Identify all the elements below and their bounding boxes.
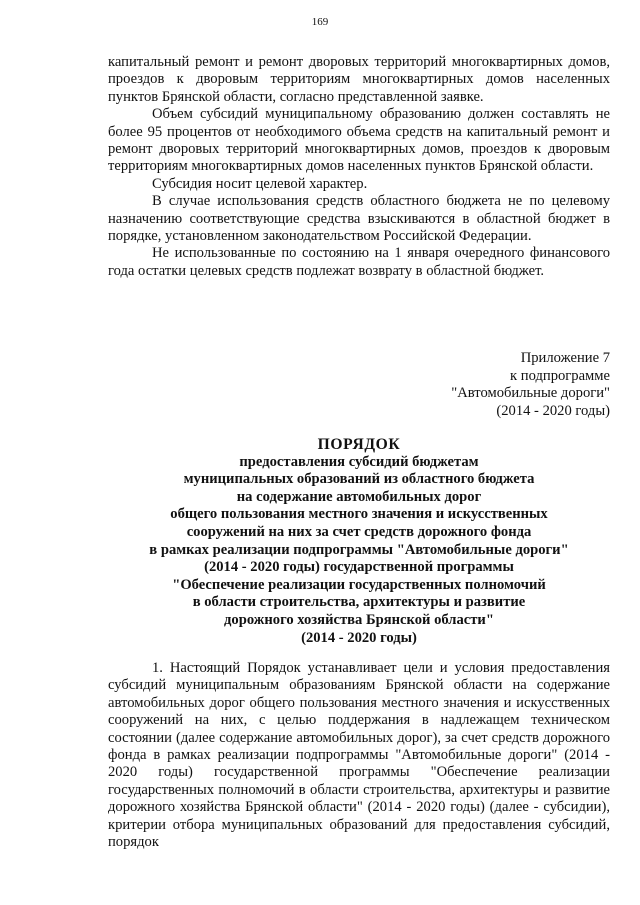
top-text-block <box>108 54 610 280</box>
paragraph-continued: капитальный ремонт и ремонт дворовых территорий многоквартирных домов, проездов к дворовым территориям многоквартирных домов населенных пунктов Брянской области, согласно представленной заявке. <box>108 54 610 105</box>
paragraph-unused-return: Не использованные по состоянию на 1 января очередного финансового года остатки целевых средств подлежат возврату в областной бюджет. <box>108 245 610 279</box>
heading-line: в рамках реализации подпрограммы "Автомобильные дороги" <box>149 541 569 558</box>
document-heading <box>108 436 610 647</box>
appendix-line: к подпрограмме <box>510 367 610 384</box>
heading-line: общего пользования местного значения и искусственных <box>170 506 548 523</box>
appendix-reference <box>310 350 610 420</box>
paragraph-misuse-recovery: В случае использования средств областного бюджета не по целевому назначению соответствующие средства взыскиваются в областной бюджет в порядке, установленном законодательством Российской Федерации. <box>108 193 610 245</box>
heading-line: муниципальных образований из областного бюджета <box>183 471 535 488</box>
heading-line: (2014 - 2020 годы) <box>301 629 417 646</box>
heading-line: предоставления субсидий бюджетам <box>239 453 479 470</box>
appendix-line: Приложение 7 <box>520 350 610 366</box>
bottom-text-block <box>108 660 610 851</box>
heading-line: в области строительства, архитектуры и развитие <box>192 594 526 611</box>
paragraph-subsidy-volume: Объем субсидий муниципальному образованию должен составлять не более 95 процентов от необходимого объема средств на капитальный ремонт и ремонт дворовых территорий многоквартирных домов, проездов к дворовым территориям многоквартирных домов населенных пунктов Брянской области. <box>108 106 610 175</box>
appendix-line: "Автомобильные дороги" <box>451 385 610 402</box>
paragraph-targeted-nature: Субсидия носит целевой характер. <box>152 175 368 192</box>
heading-line: сооружений на них за счет средств дорожного фонда <box>186 523 532 540</box>
appendix-line: (2014 - 2020 годы) <box>496 402 610 419</box>
page-number: 169 <box>311 16 329 28</box>
heading-title: ПОРЯДОК <box>317 436 401 453</box>
heading-line: дорожного хозяйства Брянской области" <box>224 611 494 628</box>
paragraph-point-1: 1. Настоящий Порядок устанавливает цели и условия предоставления субсидий муниципальным образованиям Брянской области на содержание автомобильных дорог общего пользования местного значения и искусственных сооружений на них, с целью поддержания в надлежащем техническом состоянии (далее содержание автомобильных дорог), за счет средств дорожного фонда в рамках реализации подпрограммы "Автомобильные дороги" (2014 - 2020 годы) государственной программы "Обеспечение реализации государственных полномочий в области строительства, архитектуры и развитие дорожного хозяйства Брянской области" (2014 - 2020 годы) (далее - субсидии), критерии отбора муниципальных образований для предоставления субсидий, порядок <box>108 660 610 851</box>
heading-line: (2014 - 2020 годы) государственной программы <box>204 559 514 576</box>
heading-line: "Обеспечение реализации государственных полномочий <box>172 576 546 593</box>
heading-line: на содержание автомобильных дорог <box>236 488 482 505</box>
